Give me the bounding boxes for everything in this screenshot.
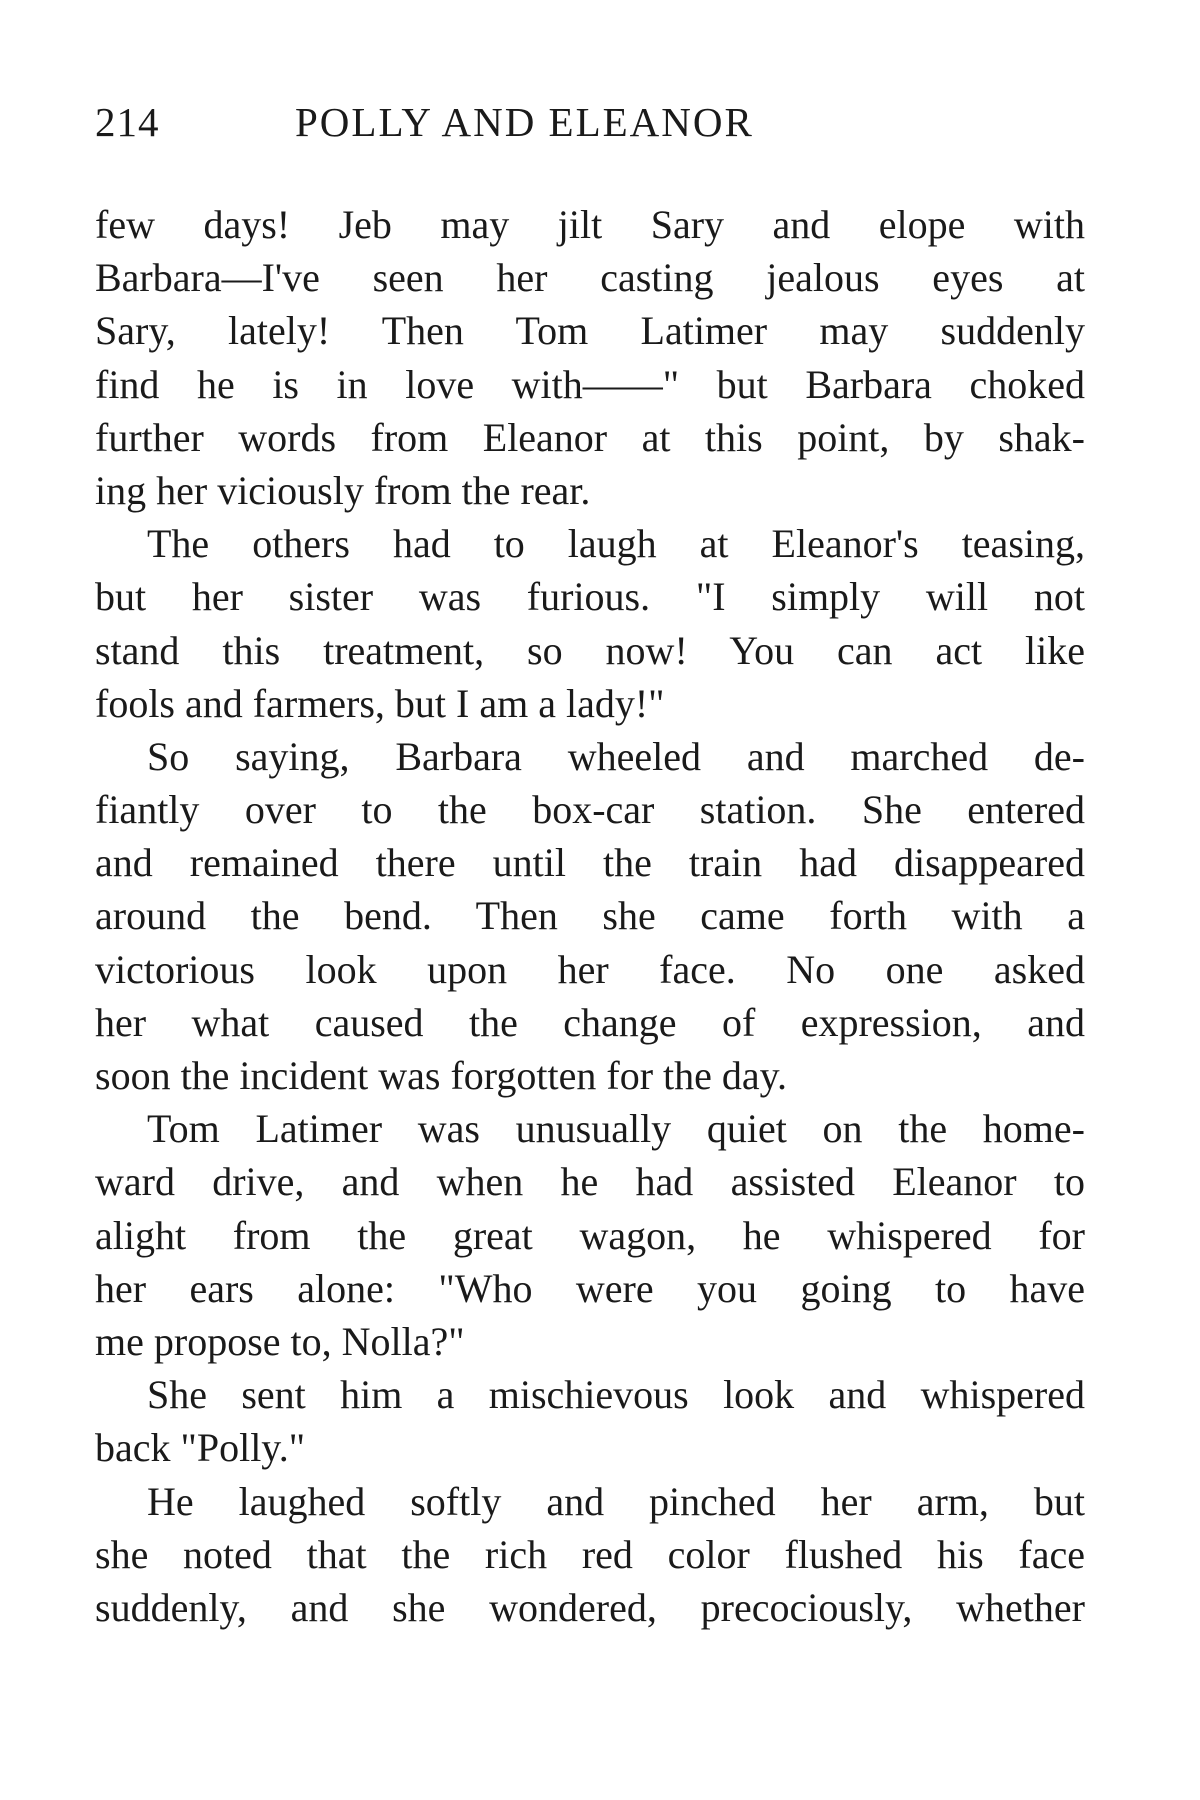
text-line: further words from Eleanor at this point, by shak- xyxy=(95,414,1085,460)
text-line: suddenly, and she wondered, precociously, whether xyxy=(95,1584,1085,1630)
text-line: victorious look upon her face. No one asked xyxy=(95,946,1085,992)
text-line: ward drive, and when he had assisted Eleanor to xyxy=(95,1159,1085,1205)
text-line: around the bend. Then she came forth with a xyxy=(95,893,1085,939)
text-line: alight from the great wagon, he whispered for xyxy=(95,1212,1085,1258)
text-line: Tom Latimer was unusually quiet on the home- xyxy=(147,1106,1085,1152)
text-line: She sent him a mischievous look and whispered xyxy=(147,1372,1085,1418)
text-line: her ears alone: "Who were you going to have xyxy=(95,1265,1085,1311)
text-line: her what caused the change of expression, and xyxy=(95,999,1085,1045)
text-line: Sary, lately! Then Tom Latimer may suddenly xyxy=(95,308,1085,354)
text-line: Barbara—I've seen her casting jealous eyes at xyxy=(95,255,1085,301)
text-line: back "Polly." xyxy=(95,1425,306,1471)
text-line: me propose to, Nolla?" xyxy=(95,1318,465,1364)
text-line: ing her viciously from the rear. xyxy=(95,467,591,513)
text-line: find he is in love with——" but Barbara choked xyxy=(95,361,1085,407)
text-line: soon the incident was forgotten for the day. xyxy=(95,1053,788,1098)
book-title: POLLY AND ELEANOR xyxy=(295,99,754,145)
text-line: So saying, Barbara wheeled and marched de- xyxy=(147,733,1085,779)
text-line: and remained there until the train had disappeared xyxy=(95,840,1085,886)
body-text xyxy=(95,198,1085,1634)
text-line: few days! Jeb may jilt Sary and elope with xyxy=(95,202,1085,247)
running-head xyxy=(95,98,1095,158)
text-line: she noted that the rich red color flushed his face xyxy=(95,1531,1085,1577)
text-line: He laughed softly and pinched her arm, but xyxy=(147,1478,1085,1524)
text-line: The others had to laugh at Eleanor's teasing, xyxy=(147,521,1085,567)
text-line: but her sister was furious. "I simply will not xyxy=(95,574,1085,620)
text-line: stand this treatment, so now! You can act like xyxy=(95,627,1085,673)
text-line: fiantly over to the box-car station. She entered xyxy=(95,787,1085,833)
text-line: fools and farmers, but I am a lady!" xyxy=(95,680,665,726)
page-number: 214 xyxy=(95,99,160,145)
